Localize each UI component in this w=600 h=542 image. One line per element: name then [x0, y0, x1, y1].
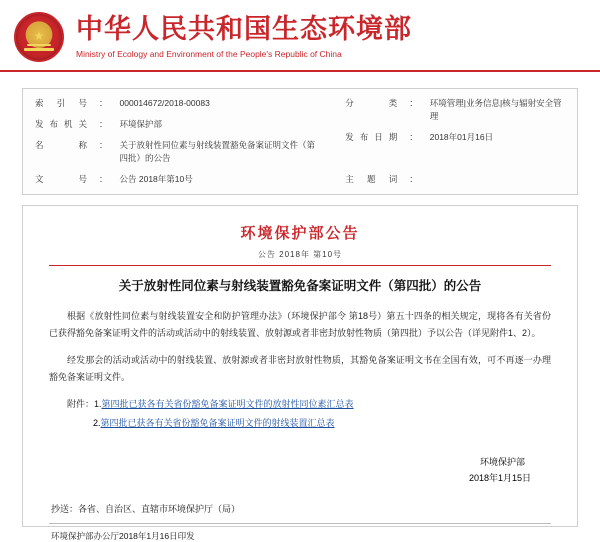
- paragraph-1: 根据《放射性同位素与射线装置安全和防护管理办法》（环境保护部令 第18号）第五十四条的相关规定，现将各有关省份已获得豁免备案证明文件的活动或活动中的射线装置、放射源或者非密封放射性物质（第四批）予以公告（详见附件1、2）。: [49, 311, 551, 338]
- meta-label-name: 名 称: [35, 140, 87, 150]
- meta-label-index: 索 引 号: [35, 98, 87, 108]
- attachment-line-2: [49, 415, 551, 432]
- document-cc-line: 抄送：各省、自治区、直辖市环境保护厅（局）: [51, 504, 241, 514]
- metadata-right-column: [333, 89, 577, 194]
- table-row: [23, 89, 577, 194]
- table-row: 发布日期 ： 2018年01月16日: [339, 127, 571, 148]
- document-body: [22, 205, 578, 541]
- page-title: 关于放射性同位素与射线装置豁免备案证明文件（第四批）的公告: [118, 278, 482, 293]
- meta-value-keywords: [424, 169, 571, 190]
- document-number: 公告 2018年 第10号: [257, 250, 343, 259]
- meta-value-docnumber: 公告 2018年第10号: [119, 174, 193, 184]
- site-title-cn: 中华人民共和国生态环境部: [76, 14, 412, 45]
- document-org-header: 环境保护部公告: [240, 224, 360, 242]
- table-row: 索 引 号 ： 000014672/2018-00083: [29, 93, 327, 114]
- metadata-table: [23, 89, 577, 194]
- site-title-en: Ministry of Ecology and Environment of the People's Republic of China: [76, 49, 342, 59]
- attachment-link-1[interactable]: 第四批已获各有关省份豁免备案证明文件的放射性同位素汇总表: [101, 399, 354, 409]
- document-metadata-panel: [22, 88, 578, 195]
- meta-value-category: 环境管理|业务信息|核与辐射安全管理: [429, 98, 562, 121]
- table-row: 文 号 ： 公告 2018年第10号: [29, 169, 327, 190]
- site-header: [0, 0, 600, 72]
- table-row: 发布机关 ： 环境保护部: [29, 114, 327, 135]
- meta-value-name: 关于放射性同位素与射线装置豁免备案证明文件（第四批）的公告: [119, 140, 316, 163]
- table-row: 名 称 ： 关于放射性同位素与射线装置豁免备案证明文件（第四批）的公告: [29, 135, 327, 169]
- meta-value-date: 2018年01月16日: [429, 132, 494, 142]
- attachment-2-number: 2.: [93, 418, 101, 428]
- paragraph-2: 经发那会的活动或活动中的射线装置、放射源或者非密封放射性物质，其豁免备案证明文书在全国有效，可不再逐一办理豁免备案证明文件。: [49, 355, 551, 382]
- table-row: [339, 148, 571, 169]
- meta-value-publisher: 环境保护部: [119, 119, 163, 129]
- document-sign-date: 2018年1月15日: [468, 473, 531, 483]
- national-emblem-icon: [14, 12, 64, 62]
- star-glyph: ★: [33, 28, 45, 43]
- metadata-left-column: [23, 89, 333, 194]
- meta-label-date: 发布日期: [345, 132, 398, 142]
- document-footer-line: 环境保护部办公厅2018年1月16日印发: [51, 531, 195, 541]
- red-divider: [49, 265, 551, 266]
- meta-label-category: 分 类: [345, 98, 398, 108]
- attachment-link-2[interactable]: 第四批已获各有关省份豁免备案证明文件的射线装置汇总表: [100, 418, 335, 428]
- meta-label-docnumber: 文 号: [35, 174, 87, 184]
- footer-divider: [49, 523, 551, 524]
- attachment-label: 附件：1.: [67, 399, 102, 409]
- table-row: 分 类 ： 环境管理|业务信息|核与辐射安全管理: [339, 93, 571, 127]
- header-title-block: [76, 14, 412, 60]
- meta-label-publisher: 发布机关: [35, 119, 87, 129]
- meta-value-index: 000014672/2018-00083: [119, 98, 210, 108]
- emblem-bar-upper: [27, 44, 51, 46]
- table-row: 主 题 词 ：: [339, 169, 571, 190]
- meta-label-keywords: 主 题 词: [345, 174, 398, 184]
- emblem-bar-lower: [24, 48, 54, 51]
- attachment-line-1: [49, 396, 551, 413]
- document-signer: 环境保护部: [479, 457, 525, 467]
